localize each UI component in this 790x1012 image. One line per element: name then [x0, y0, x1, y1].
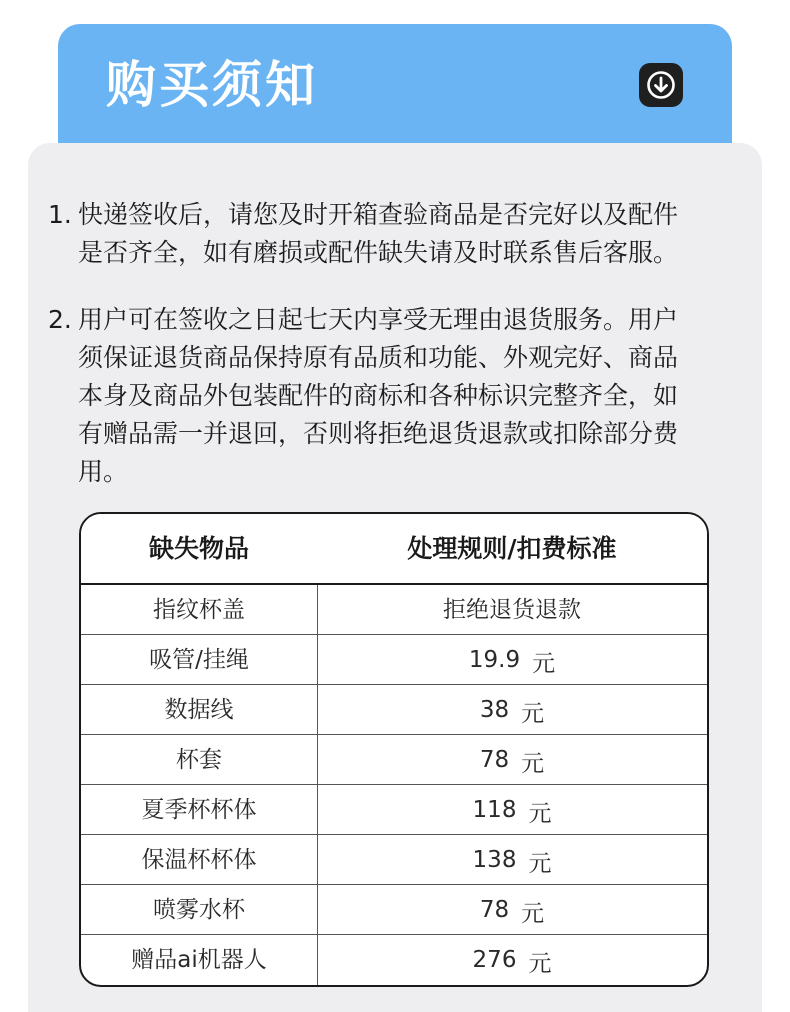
notice-text: 是否齐全，如有磨损或配件缺失请及时联系售后客服。: [78, 238, 679, 267]
price: [469, 635, 555, 685]
notice-line: [48, 301, 678, 339]
purchase-notice-header: [58, 24, 732, 146]
price-unit: 元: [521, 901, 545, 927]
price-unit: 元: [532, 651, 556, 677]
item-cell: 赠品ai机器人: [131, 947, 267, 973]
price-value: 38: [479, 697, 510, 723]
arrow-down-icon: [646, 70, 676, 100]
notice-text: 本身及商品外包装配件的商标和各种标识完整齐全，如: [78, 381, 679, 410]
rule-cell: [317, 735, 707, 785]
table-row: [81, 885, 707, 935]
price-value: 138: [472, 847, 517, 873]
price-value: 276: [472, 947, 517, 973]
price-unit: 元: [528, 801, 552, 827]
rule-cell: 拒绝退货退款: [443, 597, 581, 623]
price: [473, 785, 552, 835]
notice-text: 用户可在签收之日起七天内享受无理由退货服务。用户: [78, 305, 679, 334]
notice-text: 快递签收后，请您及时开箱查验商品是否完好以及配件: [78, 200, 679, 229]
notice-text: 须保证退货商品保持原有品质和功能、外观完好、商品: [78, 343, 679, 372]
table-row: [81, 835, 707, 885]
price: [473, 835, 552, 885]
item-cell: 数据线: [164, 697, 234, 723]
price-value: 78: [479, 897, 510, 923]
price-unit: 元: [521, 701, 545, 727]
price-value: 78: [479, 747, 510, 773]
item-cell: 喷雾水杯: [153, 897, 245, 923]
notice-text: 有赠品需一并退回，否则将拒绝退货退款或扣除部分费: [78, 419, 679, 448]
notice-text: 用。: [78, 457, 129, 486]
price-unit: 元: [528, 851, 552, 877]
table-row: [81, 585, 707, 635]
item-cell: 保温杯杯体: [141, 847, 257, 873]
rule-cell: [317, 635, 707, 685]
price: [480, 685, 544, 735]
price: [480, 735, 544, 785]
table-row: [81, 785, 707, 835]
price-value: 118: [472, 797, 517, 823]
rule-cell: [317, 935, 707, 985]
rule-cell: [317, 785, 707, 835]
page-title: 购买须知: [106, 56, 318, 114]
price: [480, 885, 544, 935]
rule-cell: [317, 885, 707, 935]
table-header: [81, 514, 707, 585]
notice-item-2: [48, 301, 678, 491]
table-row: [81, 935, 707, 985]
table-row: [81, 685, 707, 735]
price: [473, 935, 552, 985]
item-cell: 指纹杯盖: [153, 597, 245, 623]
rule-cell: [317, 685, 707, 735]
item-cell: 杯套: [176, 747, 222, 773]
column-header-rule: 处理规则/扣费标准: [407, 534, 617, 563]
price-value: 19.9: [468, 647, 521, 673]
item-cell: 夏季杯杯体: [141, 797, 257, 823]
notice-number: 1.: [48, 200, 72, 229]
missing-items-table: [79, 512, 709, 987]
item-cell: 吸管/挂绳: [149, 647, 249, 673]
notice-number: 2.: [48, 305, 72, 334]
column-header-item: 缺失物品: [148, 534, 249, 563]
expand-button[interactable]: [639, 63, 683, 107]
notice-item-1: [48, 196, 678, 272]
price-unit: 元: [528, 951, 552, 977]
price-unit: 元: [521, 751, 545, 777]
table-row: [81, 735, 707, 785]
table-row: [81, 635, 707, 685]
rule-cell: [317, 835, 707, 885]
notice-line: [48, 196, 678, 234]
